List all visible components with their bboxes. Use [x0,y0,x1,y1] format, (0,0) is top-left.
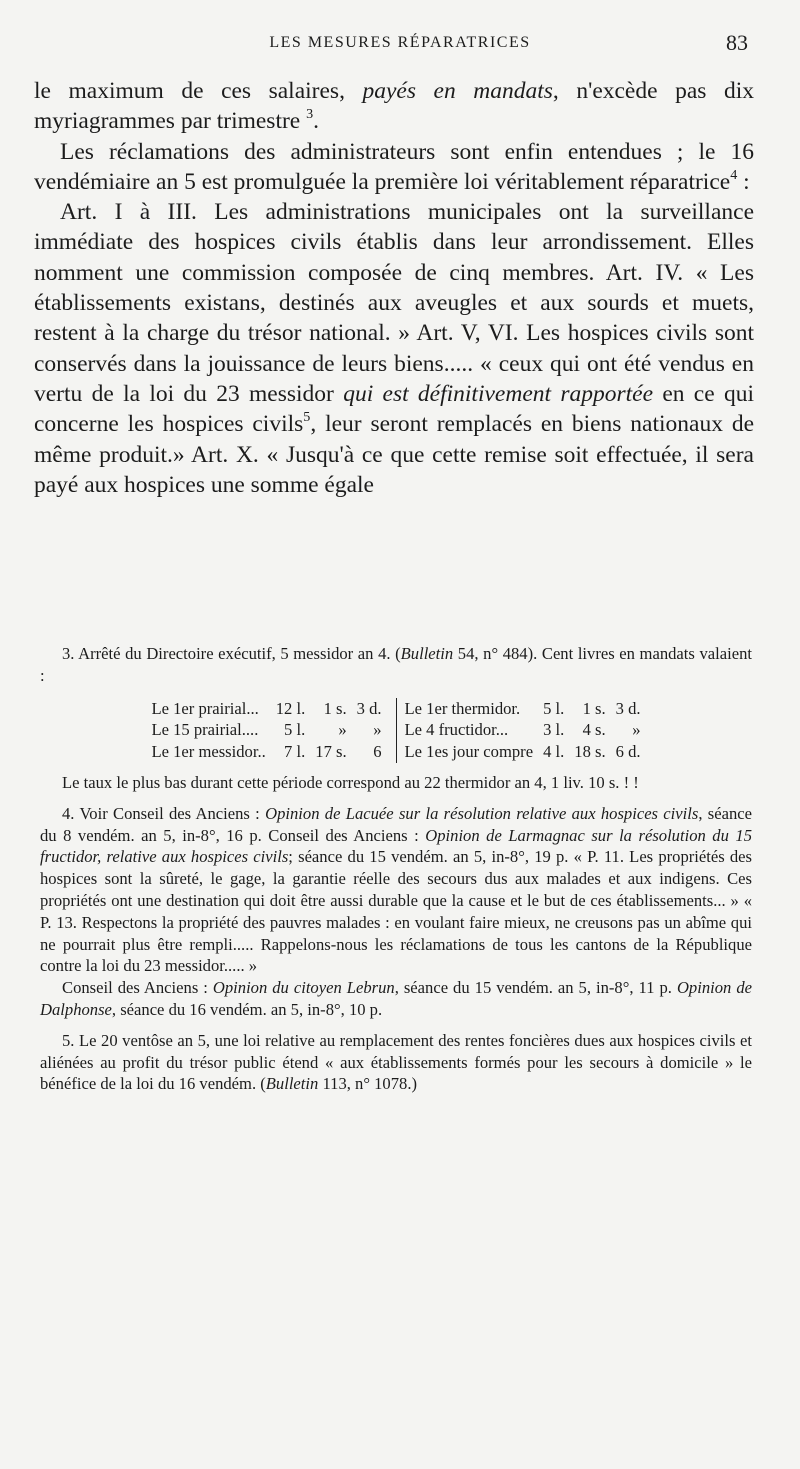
rate-cell-d: 6 d. [615,742,641,762]
rate-cell-d: 6 [373,742,382,762]
footnotes [40,643,752,1095]
rate-cell-date: Le 1es jour compre [404,742,534,762]
text-run: 3. Arrêté du Directoire exécutif, 5 messidor an 4. ( [62,644,401,663]
text-run: , séance du 15 vendém. an 5, in-8°, 11 p. [394,978,677,998]
italic-run: Bulletin [400,644,454,663]
text-run: , leur seront remplacés en biens nationaux de même produit.» Art. X. « Jusqu'à ce que cette remise soit effectuée, il sera payé aux hospices une somme égale [34,411,754,498]
paragraph-2 [34,137,754,198]
rate-cell-l: 5 l. [543,698,565,718]
paragraph-1 [34,76,754,137]
text-run: le maximum de ces salaires, [34,78,363,104]
footnote-4 [40,803,752,977]
rate-cell-date: Le 4 fructidor... [404,720,509,740]
italic-run: Opinion de Dalphonse [40,978,752,1019]
rate-cell-d: » [632,720,641,740]
footnote-ref: 4 [730,167,738,184]
text-run: , séance du 16 vendém. an 5, in-8°, 10 p. [111,999,383,1019]
running-title: LES MESURES RÉPARATRICES [269,34,531,51]
footnote-ref: 3 [306,106,314,123]
italic-run: Opinion de Lacuée sur la résolution relative aux hospices civils [265,803,699,823]
rate-cell-l: 12 l. [275,698,306,718]
rate-cell-s: 18 s. [574,742,606,762]
footnote-5 [40,1030,752,1095]
text-run: 4. Voir Conseil des Anciens : [62,803,266,823]
rate-cell-date: Le 1er prairial... [151,698,259,718]
rate-cell-d: 3 d. [356,698,382,718]
rate-cell-d: » [373,720,382,740]
paragraph-3 [34,197,754,500]
footnote-3-conclusion: Le taux le plus bas durant cette période correspond au 22 thermidor an 4, 1 liv. 10 s. ! ! [62,772,639,792]
text-run: 54, n° 484). Cent livres en mandats valaient : [40,644,752,685]
rate-cell-s: 1 s. [582,698,606,718]
rate-cell-s: 4 s. [582,720,606,740]
footnote-4-continued [40,977,752,1021]
italic-run: payés en mandats [362,78,553,104]
rate-cell-date: Le 15 prairial.... [151,720,259,740]
italic-run: qui est définitivement rapportée [343,380,654,407]
text-run: 113, n° 1078.) [318,1074,417,1094]
rate-cell-date: Le 1er thermidor. [404,698,521,718]
rate-cell-d: 3 d. [615,698,641,718]
main-text [34,76,754,500]
page-number: 83 [726,30,748,55]
rate-cell-l: 5 l. [284,720,306,740]
rates-column-left [151,698,395,763]
italic-run: Bulletin [265,1074,319,1094]
rate-cell-l: 7 l. [284,742,306,762]
text-run: ; séance du 15 vendém. an 5, in-8°, 19 p. « P. 11. Les propriétés des hospices sont la sûreté, le gage, la garantie réelle des secours dus aux malades et aux indigens. Ces propriétés ont une destination qui doit être aussi durable que la cause et le but de ces établissements... » « P. 13. Respectons la propriété des pauvres malades : en voulant faire mieux, ne creusons pas un abîme qui ne pourrait plus être rempli..... Rappelons-nous les réclamations de tous les cantons de la République contre la loi du 23 messidor..... » [40,847,753,976]
rates-column-right [396,698,641,763]
rate-cell-l: 4 l. [543,742,565,762]
rate-cell-l: 3 l. [543,720,565,740]
text-run: Les réclamations des administrateurs sont enfin entendues ; le 16 vendémiaire an 5 est promulguée la première loi véritablement réparatrice [34,138,754,195]
text-run: , séance du 8 vendém. an 5, in-8°, 16 p. Conseil des Anciens : [40,803,752,845]
footnote-ref: 5 [303,409,311,426]
rate-cell-s: » [338,720,347,740]
text-run: . [313,108,320,135]
running-header [0,30,800,60]
text-run: Conseil des Anciens : [62,978,213,998]
italic-run: Opinion de Larmagnac sur la résolution du 15 fructidor, relative aux hospices civils [40,825,753,867]
exchange-rate-table [40,698,752,763]
italic-run: Opinion du citoyen Lebrun [212,978,395,998]
text-run: , n'excède pas dix myriagrammes par trimestre [34,78,754,135]
text-run: en ce qui concerne les hospices civils [34,380,754,438]
rate-cell-s: 17 s. [315,742,347,762]
rate-cell-s: 1 s. [323,698,347,718]
text-run: : [737,168,750,195]
text-run: 5. Le 20 ventôse an 5, une loi relative au remplacement des rentes foncières dues aux hospices civils et aliénées au profit du trésor public étend « aux établissements formés pour les secours à domicile » le bénéfice de la loi du 16 vendém. ( [40,1030,752,1094]
rate-cell-date: Le 1er messidor.. [151,742,266,762]
text-run: Art. I à III. Les administrations municipales ont la surveillance immédiate des hospices civils établis dans leur arrondissement. Elles nomment une commission composée de cinq membres. Art. IV. « Les établissements existans, destinés aux aveugles et aux sourds et muets, restent à la charge du trésor national. » Art. V, VI. Les hospices civils sont conservés dans la jouissance de leurs biens..... « ceux qui ont été vendus en vertu de la loi du 23 messidor [34,199,754,407]
footnote-3 [40,643,752,687]
